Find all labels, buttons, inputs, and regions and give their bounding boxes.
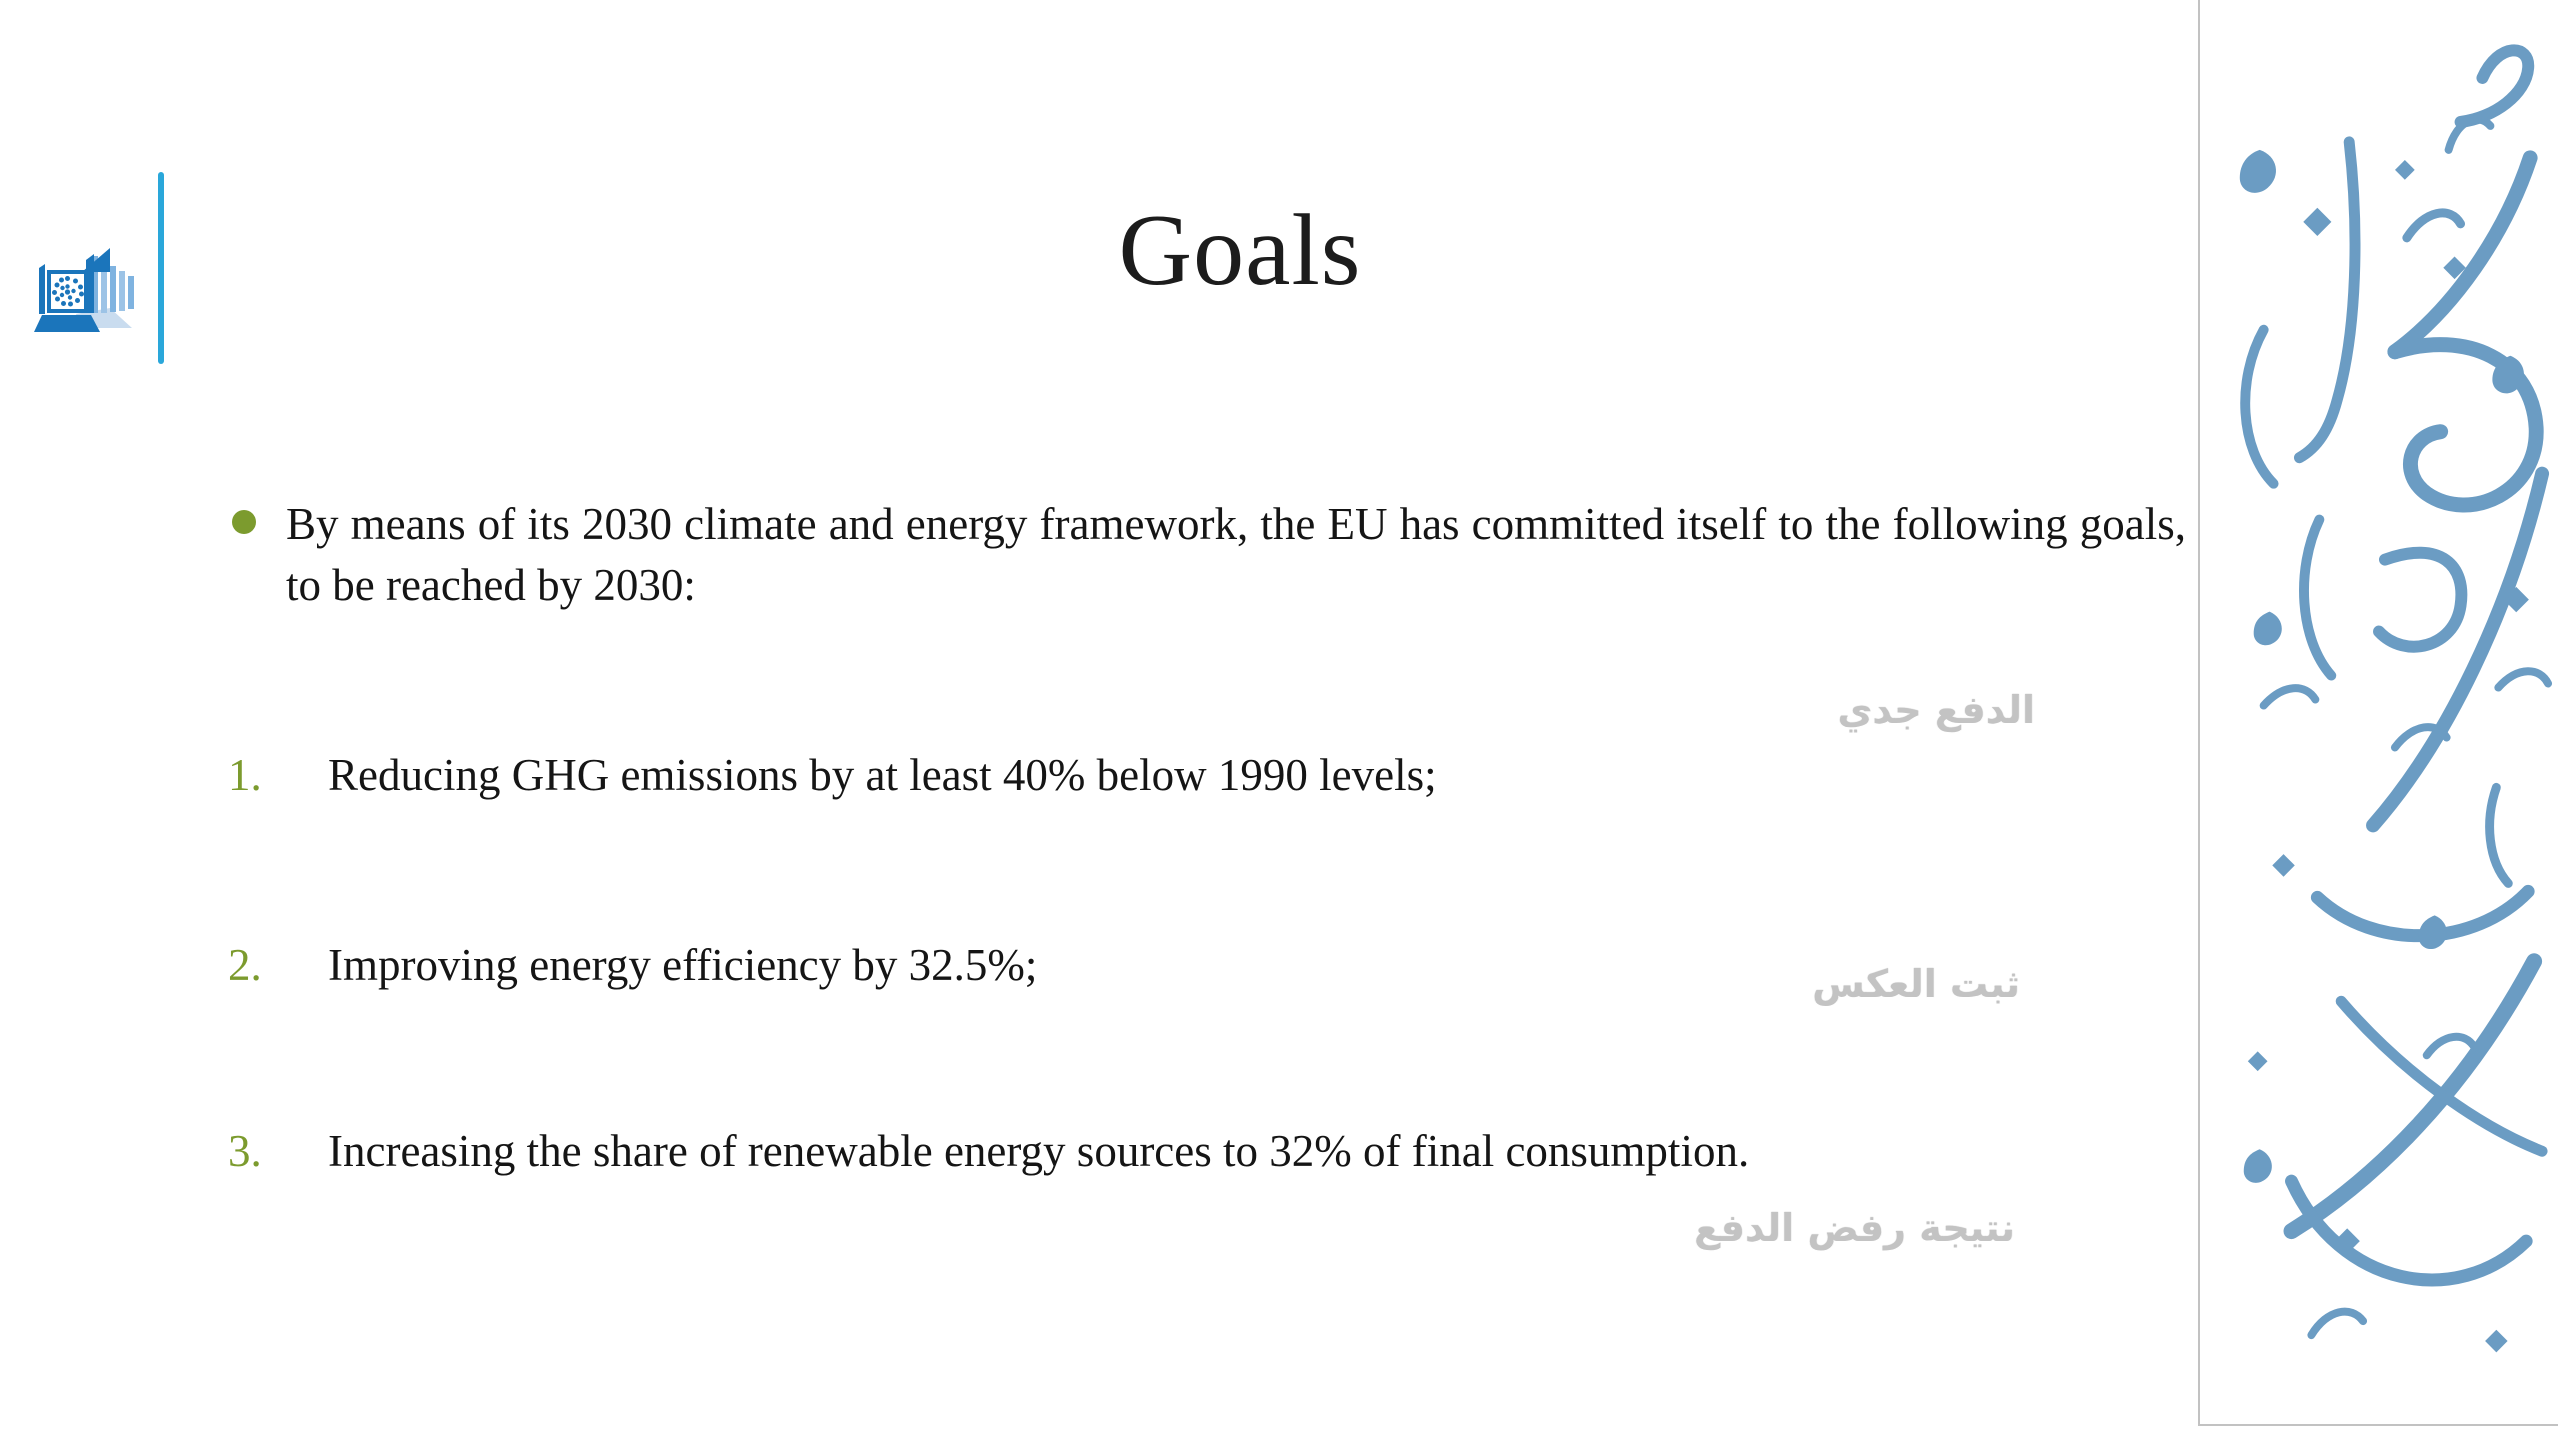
arabic-calligraphy-artwork [2200, 0, 2558, 1424]
goal-item-3 [228, 1124, 2188, 1178]
arabic-annotation-2: ثبت العكس [1812, 962, 2020, 1006]
goal-item-1 [228, 748, 2188, 802]
calligraphy-panel [2198, 0, 2558, 1426]
bullet-dot [232, 510, 256, 534]
intro-bullet-block [228, 494, 2192, 616]
goal-text: Improving energy efficiency by 32.5%; [328, 940, 1038, 990]
slide-title: Goals [1118, 194, 1362, 307]
goal-text: Reducing GHG emissions by at least 40% below 1990 levels; [328, 750, 1437, 800]
arabic-annotation-1: الدفع جدي [1837, 688, 2035, 732]
intro-bullet-text: By means of its 2030 climate and energy framework, the EU has committed itself to the following goals, to be reached by 2030: [286, 499, 2186, 610]
goal-number: 2. [228, 940, 262, 990]
arabic-annotation-3: نتيجة رفض الدفع [1694, 1206, 2015, 1250]
goal-text: Increasing the share of renewable energy sources to 32% of final consumption. [328, 1126, 1750, 1176]
goal-number: 1. [228, 750, 262, 800]
goal-number: 3. [228, 1126, 262, 1176]
